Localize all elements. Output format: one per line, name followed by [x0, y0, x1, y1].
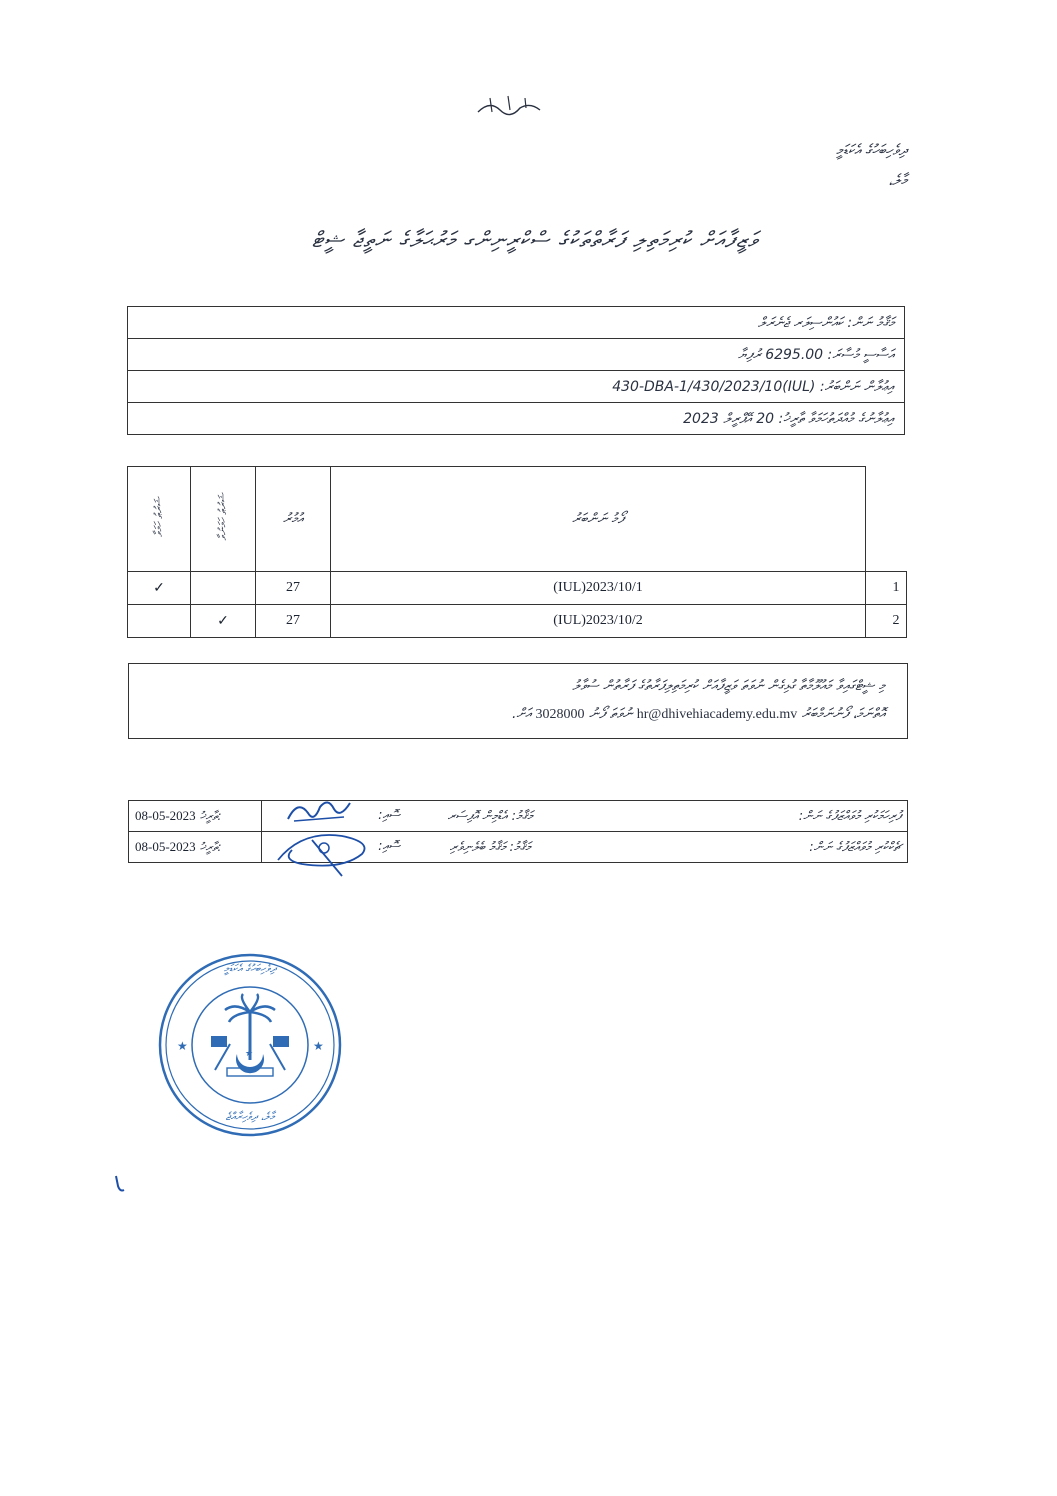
seal-bottom-text: މާލެ، ދިވެހިރާއްޖެ: [225, 1110, 275, 1123]
signature-row: [129, 801, 908, 832]
cell-age: 27: [256, 605, 331, 638]
contact-phone: 3028000: [535, 707, 585, 722]
header-form-no: ފޯމު ނަންބަރު: [331, 467, 866, 572]
seal-top-text: ދިވެހިބަހުގެ އެކަޑަމީ: [223, 962, 277, 975]
date-cell: 08-05-2023 ތާރީޚު:: [129, 832, 262, 863]
header-not-qualified: ޝަރުޠު ހަމަނުވާ: [191, 467, 256, 572]
header-num-blank: [866, 467, 907, 572]
svg-text:★: ★: [245, 1049, 254, 1059]
sign-label: ސޮއި:: [378, 808, 400, 823]
cell-row-number: 2: [866, 605, 907, 638]
org-name: ދިވެހިބަހުގެ އެކަޑަމީ: [836, 141, 907, 159]
document-title: ވަޒީފާއަށް ކުރިމަތިލި ފަރާތްތަކުގެ ސްކްރީނިންގ މަރުޙަލާގެ ނަތީޖާ ޝީޓް: [311, 228, 759, 253]
ink-mark: [110, 1172, 130, 1196]
cell-age: 27: [256, 572, 331, 605]
signature-table: [128, 800, 908, 863]
deadline-field: އިޢުލާނުގެ މުއްދަތުހަމަވާ ތާރީޚު: 20 އޭޕްރީލް 2023: [128, 403, 905, 435]
note-suffix: އަށް.: [511, 706, 532, 722]
position-label: މަޤާމު: އެޑްމިން އޮފިސަރ: [404, 801, 576, 832]
note-line-1: މި ޝީޓްގައިވާ މައުލޫމާތާ ގުޅިގެން ނުވަތަ ވަޒީފާއަށް ކުރިމަތިލިފަރާތުގެ ފަރާތުން ސުވާލު: [572, 678, 885, 694]
cell-not-qualified: ✓: [191, 605, 256, 638]
sign-label: ސޮއި:: [378, 839, 400, 854]
contact-email[interactable]: hr@dhivehiacademy.edu.mv: [636, 707, 798, 722]
cell-qualified: [128, 605, 191, 638]
announcement-field: އިޢުލާން ނަންބަރު: (IUL)430-DBA-1/430/2023/10: [128, 371, 905, 403]
official-seal: [155, 950, 345, 1140]
position-label: މަޤާމު: މަޤާމު ބެލެނިވެރި: [404, 832, 576, 863]
org-city: މާލެ،: [888, 171, 907, 189]
bismillah-calligraphy: [470, 92, 550, 122]
svg-text:★: ★: [313, 1039, 324, 1053]
note-prefix: އޮތްނަމަ، ފޯނުނަމްބަރު: [801, 706, 885, 722]
salary-field: އަސާސީ މުސާރަ: 6295.00 ރުފިޔާ: [128, 339, 905, 371]
table-row: [128, 572, 907, 605]
results-table: [127, 466, 907, 638]
header-qualified: ޝަރުޠު ހަމަވާ: [128, 467, 191, 572]
date-cell: 08-05-2023 ތާރީޚު:: [129, 801, 262, 832]
svg-text:★: ★: [177, 1039, 188, 1053]
signature-mark: [272, 820, 382, 880]
signature-row: [129, 832, 908, 863]
signature-cell: [262, 832, 405, 863]
header-age: އުމުރު: [256, 467, 331, 572]
note-line-2: [151, 700, 885, 729]
contact-note: [128, 663, 908, 739]
cell-row-number: 1: [866, 572, 907, 605]
cell-not-qualified: [191, 572, 256, 605]
info-table: [127, 306, 905, 435]
post-field: މަޤާމު ނަން: ކައުންސިލަރ ޖެނެރަލް: [128, 307, 905, 339]
cell-form-no: (IUL)2023/10/1: [331, 572, 866, 605]
table-row: [128, 605, 907, 638]
org-header: [687, 135, 907, 195]
cell-qualified: ✓: [128, 572, 191, 605]
role-label: ފުރިހަމަކުރި މުވައްޒަފުގެ ނަން:: [576, 801, 908, 832]
role-label: ޗެކްކުރި މުވައްޒަފުގެ ނަން:: [576, 832, 908, 863]
note-mid: ނުވަތަ ފޯނު: [589, 706, 633, 722]
cell-form-no: (IUL)2023/10/2: [331, 605, 866, 638]
